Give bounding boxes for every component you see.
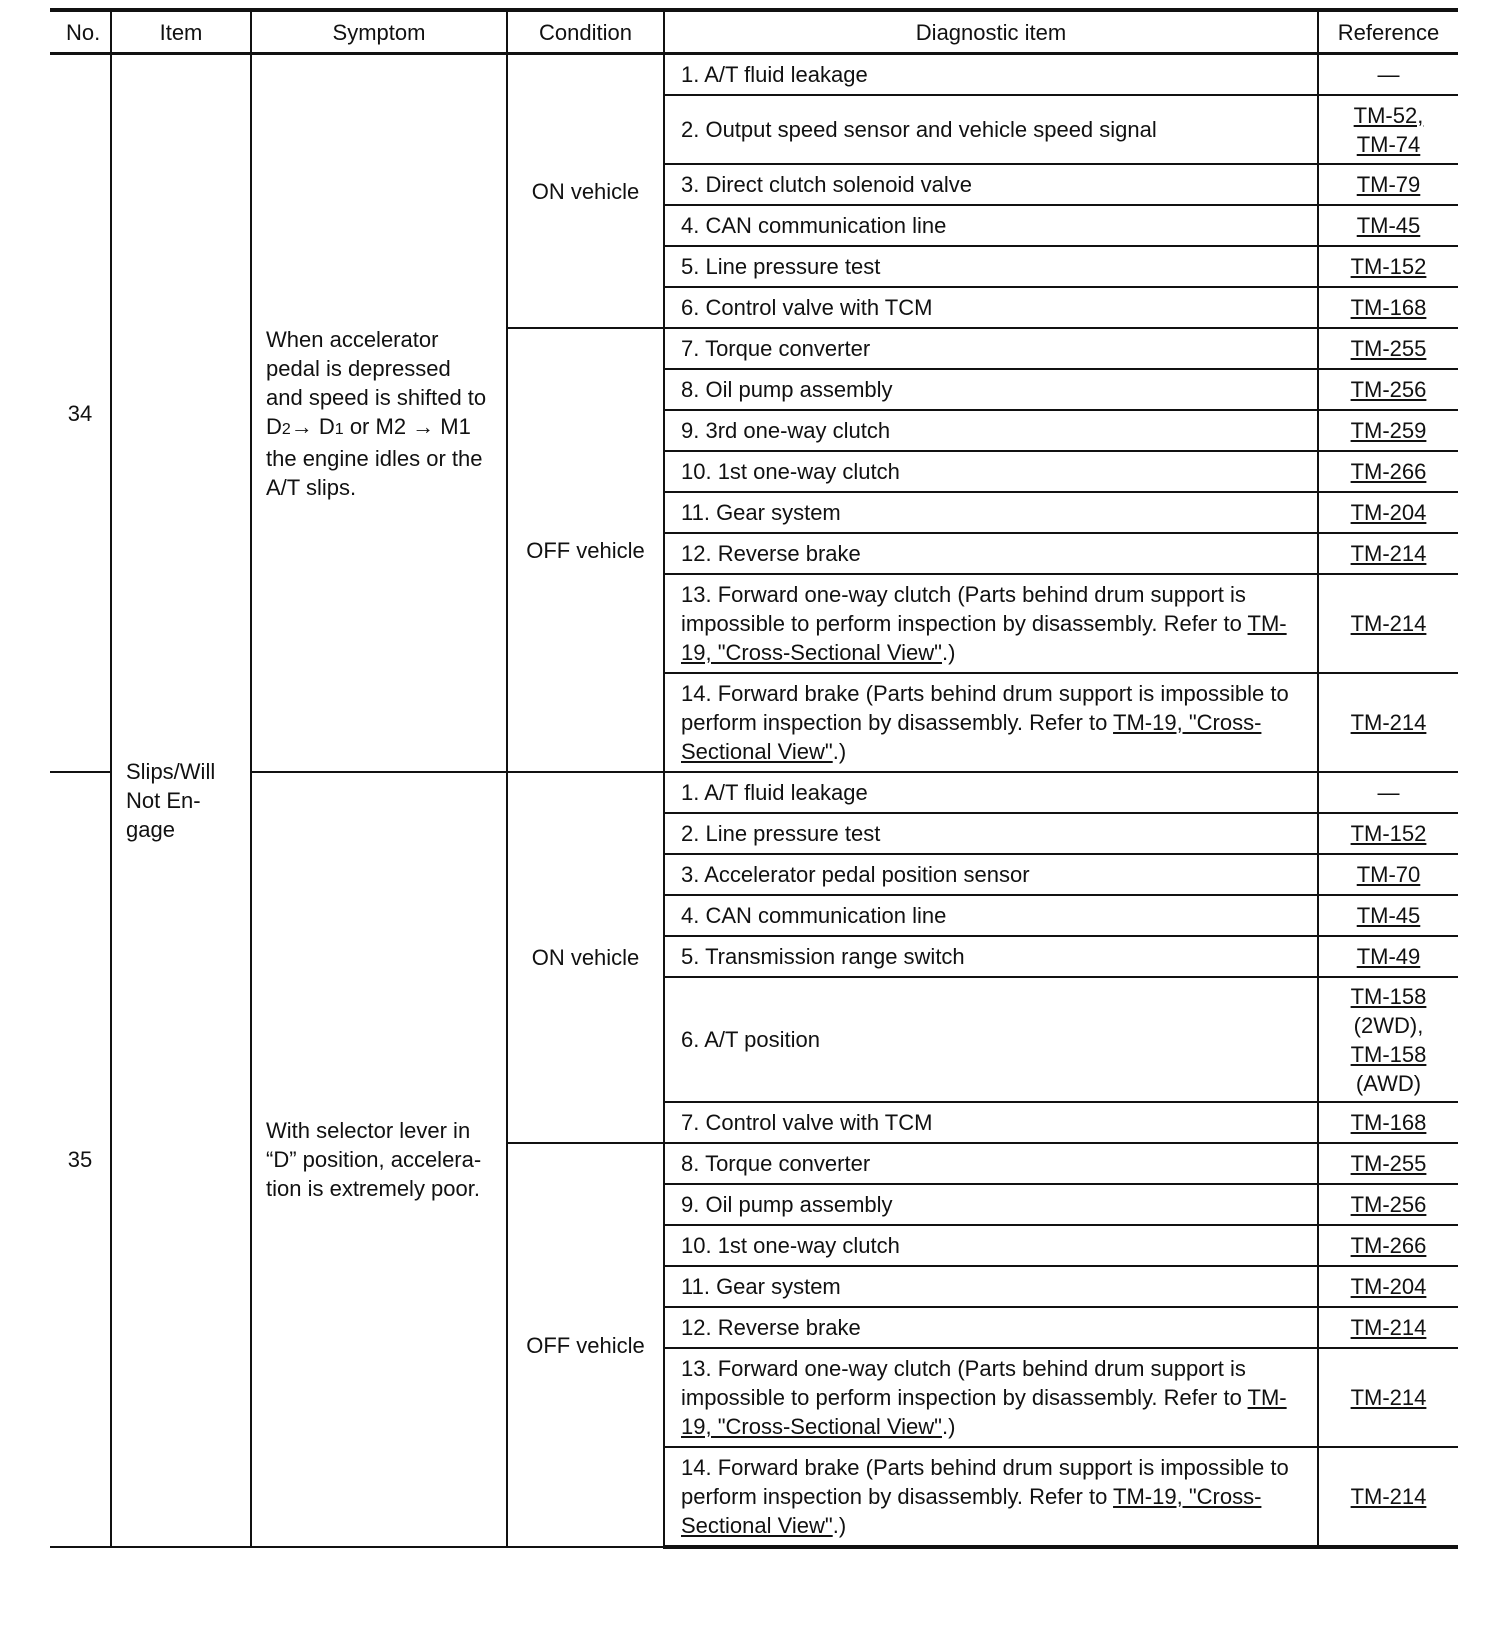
reference-cell (1318, 574, 1458, 673)
condition-off-vehicle: OFF vehicle (507, 328, 664, 772)
reference-link[interactable]: TM-152 (1350, 821, 1427, 846)
table-row (50, 772, 1458, 813)
reference-link[interactable]: TM-266 (1350, 1233, 1427, 1258)
reference-link[interactable]: TM-214 (1350, 541, 1427, 566)
row-number: 35 (50, 772, 111, 1547)
header-item: Item (111, 10, 251, 54)
diagnostic-item: 9. 3rd one-way clutch (664, 410, 1318, 451)
diagnostic-text: 14. Forward brake (Parts behind drum support is impossible to perform inspection by disassembly. Refer to (681, 681, 1289, 735)
diagnostic-text-tail: .) (832, 1513, 847, 1538)
reference-link[interactable]: TM-45 (1356, 903, 1421, 928)
reference-link[interactable]: TM-49 (1356, 944, 1421, 969)
reference-link[interactable]: TM-158 (1350, 1041, 1427, 1067)
reference-link[interactable]: TM-152 (1350, 254, 1427, 279)
subscript-2: 2 (281, 420, 291, 438)
diagnostic-item: 11. Gear system (664, 1266, 1318, 1307)
diagnostic-item: 12. Reverse brake (664, 533, 1318, 574)
subscript-1: 1 (334, 420, 344, 438)
reference-link[interactable]: TM-79 (1356, 172, 1421, 197)
cross-sectional-view-link[interactable]: TM-19, "Cross-Sectional View" (681, 1484, 1262, 1538)
reference-link[interactable]: TM-259 (1350, 418, 1427, 443)
reference-link[interactable]: TM-214 (1350, 611, 1427, 636)
diagnostic-item: 8. Oil pump assembly (664, 369, 1318, 410)
diagnostic-item: 10. 1st one-way clutch (664, 1225, 1318, 1266)
reference-cell (1318, 328, 1458, 369)
reference-link[interactable]: TM-214 (1350, 1385, 1427, 1410)
diagnostic-text: 13. Forward one-way clutch (Parts behind drum support is impossible to perform inspection by disassembly. Refer to (681, 1356, 1248, 1410)
condition-on-vehicle: ON vehicle (507, 772, 664, 1143)
table-row (50, 54, 1458, 96)
reference-link[interactable]: TM-45 (1356, 213, 1421, 238)
diagnostic-text-tail: .) (832, 739, 847, 764)
diagnostic-item: 2. Line pressure test (664, 813, 1318, 854)
diagnostic-item: 3. Accelerator pedal position sensor (664, 854, 1318, 895)
diagnostic-item: 8. Torque converter (664, 1143, 1318, 1184)
header-row (50, 10, 1458, 54)
reference-cell (1318, 205, 1458, 246)
reference-cell (1318, 813, 1458, 854)
diagnostic-text: 13. Forward one-way clutch (Parts behind drum support is impossible to perform inspection by disassembly. Refer to (681, 582, 1248, 636)
diagnostic-item: 10. 1st one-way clutch (664, 451, 1318, 492)
reference-cell (1318, 936, 1458, 977)
diagnostic-item: 1. A/T fluid leakage (664, 772, 1318, 813)
header-no: No. (50, 10, 111, 54)
reference-cell (1318, 1266, 1458, 1307)
reference-dash: — (1318, 772, 1458, 813)
reference-link[interactable]: TM-204 (1350, 1274, 1427, 1299)
diagnostic-item: 6. Control valve with TCM (664, 287, 1318, 328)
reference-cell (1318, 369, 1458, 410)
header-symptom: Symptom (251, 10, 507, 54)
reference-cell (1318, 95, 1458, 164)
diagnostic-item (664, 1447, 1318, 1547)
reference-cell (1318, 1102, 1458, 1143)
diagnostic-item: 7. Control valve with TCM (664, 1102, 1318, 1143)
reference-cell (1318, 1184, 1458, 1225)
reference-link[interactable]: TM-168 (1350, 295, 1427, 320)
header-reference: Reference (1318, 10, 1458, 54)
condition-on-vehicle: ON vehicle (507, 54, 664, 329)
diagnostic-item (664, 574, 1318, 673)
reference-cell (1318, 492, 1458, 533)
reference-link[interactable]: TM-256 (1350, 1192, 1427, 1217)
reference-link[interactable]: TM-204 (1350, 500, 1427, 525)
diagnostic-item: 4. CAN communication line (664, 205, 1318, 246)
reference-cell (1318, 673, 1458, 772)
symptom-text (251, 54, 507, 773)
diagnostic-text: 14. Forward brake (Parts behind drum support is impossible to perform inspection by disassembly. Refer to (681, 1455, 1289, 1509)
cross-sectional-view-link[interactable]: TM-19, "Cross-Sectional View" (681, 710, 1262, 764)
diagnostic-item: 12. Reverse brake (664, 1307, 1318, 1348)
diagnostic-item (664, 673, 1318, 772)
reference-dash: — (1318, 54, 1458, 96)
reference-cell (1318, 1307, 1458, 1348)
reference-cell (1318, 410, 1458, 451)
symptom-text-part: When accelerator pedal is depressed and speed is shifted to D (266, 326, 487, 439)
reference-cell (1318, 287, 1458, 328)
reference-cell (1318, 895, 1458, 936)
row-number: 34 (50, 54, 111, 773)
reference-cell (1318, 1348, 1458, 1447)
reference-note: (2WD), (1353, 1012, 1424, 1038)
symptom-text: With selector lever in “D” position, accelera- tion is extremely poor. (251, 772, 507, 1547)
reference-cell (1318, 246, 1458, 287)
diagnosis-table (50, 8, 1458, 1549)
reference-cell (1318, 1225, 1458, 1266)
item-label: Slips/Will Not En- gage (111, 54, 251, 1548)
symptom-text-part: or M2 → M1 the engine idles or the A/T slips. (266, 413, 483, 500)
reference-cell (1318, 164, 1458, 205)
reference-link[interactable]: TM-256 (1350, 377, 1427, 402)
diagnostic-text-tail: .) (942, 640, 956, 665)
reference-link[interactable]: TM-214 (1350, 710, 1427, 735)
diagnostic-item: 6. A/T position (664, 977, 1318, 1102)
reference-link[interactable]: TM-52, (1353, 102, 1424, 128)
diagnostic-item (664, 1348, 1318, 1447)
reference-link[interactable]: TM-266 (1350, 459, 1427, 484)
diagnostic-item: 5. Line pressure test (664, 246, 1318, 287)
header-condition: Condition (507, 10, 664, 54)
reference-link[interactable]: TM-214 (1350, 1315, 1427, 1340)
cross-sectional-view-link[interactable]: TM-19, "Cross-Sectional View" (681, 1385, 1287, 1439)
cross-sectional-view-link[interactable]: TM-19, "Cross-Sectional View" (681, 611, 1287, 665)
reference-cell (1318, 854, 1458, 895)
reference-link[interactable]: TM-168 (1350, 1110, 1427, 1135)
condition-off-vehicle: OFF vehicle (507, 1143, 664, 1547)
reference-cell (1318, 451, 1458, 492)
reference-cell (1318, 977, 1458, 1102)
diagnostic-item: 5. Transmission range switch (664, 936, 1318, 977)
diagnostic-text-tail: .) (942, 1414, 956, 1439)
diagnostic-item: 11. Gear system (664, 492, 1318, 533)
reference-note: (AWD) (1355, 1070, 1422, 1096)
diagnostic-item: 9. Oil pump assembly (664, 1184, 1318, 1225)
diagnostic-item: 4. CAN communication line (664, 895, 1318, 936)
diagnostic-item: 7. Torque converter (664, 328, 1318, 369)
reference-cell (1318, 1143, 1458, 1184)
diagnostic-item: 2. Output speed sensor and vehicle speed signal (664, 95, 1318, 164)
diagnostic-item: 1. A/T fluid leakage (664, 54, 1318, 96)
reference-link[interactable]: TM-74 (1356, 131, 1421, 157)
reference-cell (1318, 533, 1458, 574)
reference-cell (1318, 1447, 1458, 1547)
header-diagnostic-item: Diagnostic item (664, 10, 1318, 54)
diagnostic-item: 3. Direct clutch solenoid valve (664, 164, 1318, 205)
reference-link[interactable]: TM-255 (1350, 336, 1427, 361)
reference-link[interactable]: TM-158 (1350, 983, 1427, 1009)
reference-link[interactable]: TM-255 (1350, 1151, 1427, 1176)
reference-link[interactable]: TM-214 (1350, 1484, 1427, 1509)
reference-link[interactable]: TM-70 (1356, 862, 1421, 887)
symptom-text-part: → D (290, 413, 335, 439)
